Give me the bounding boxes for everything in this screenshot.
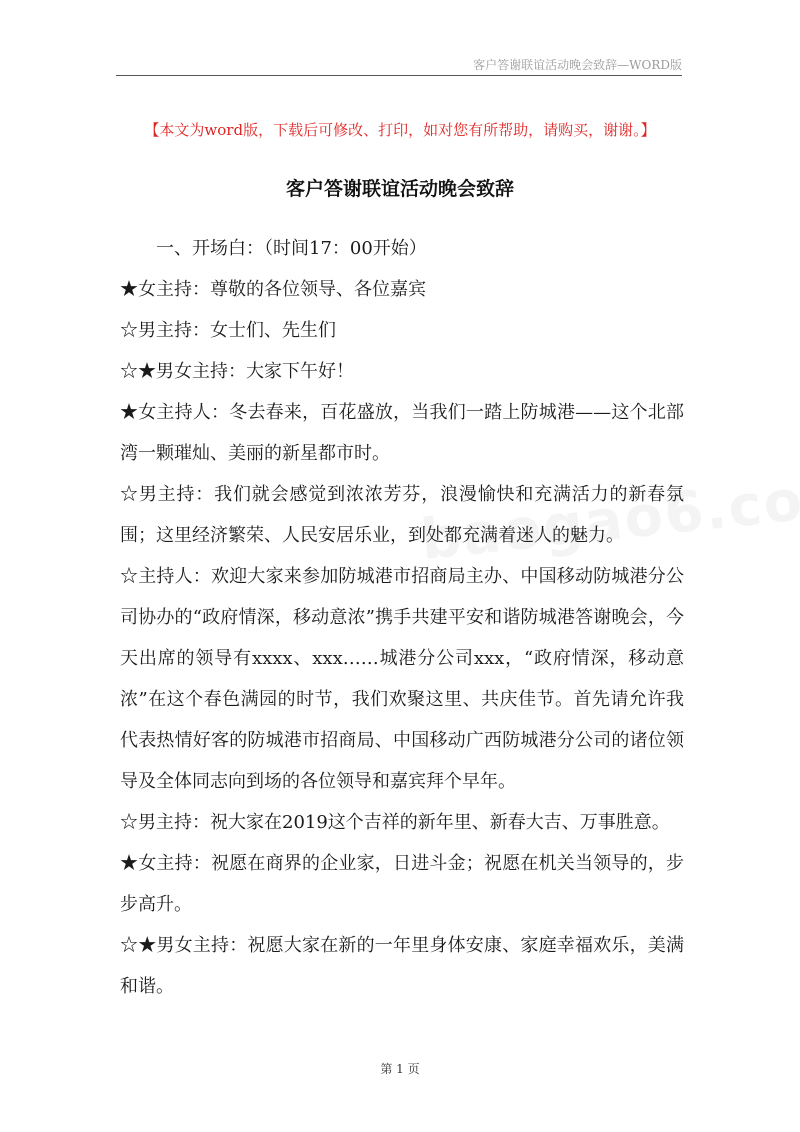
header-rule [116,75,682,76]
paragraph: ☆★男女主持：祝愿大家在新的一年里身体安康、家庭幸福欢乐，美满和谐。 [120,935,684,997]
document-title: 客户答谢联谊活动晚会致辞 [285,178,514,200]
paragraph: ★女主持：尊敬的各位领导、各位嘉宾 [120,279,426,300]
section-heading-opening: 一、开场白：（时间17：00开始） [156,238,427,259]
paragraph: ☆男主持：女士们、先生们 [120,320,336,341]
page-number: 第 1 页 [380,1062,420,1076]
paragraph: ☆主持人：欢迎大家来参加防城港市招商局主办、中国移动防城港分公司协办的“政府情深，移动意浓”携手共建平安和谐防城港答谢晚会，今天出席的领导有xxxx、xxx……城港分公司xxx，“政府情深，移动意浓”在这个春色满园的时节，我们欢聚这里、共庆佳节。首先请允许我代表热情好客的防城港市招商局、中国移动广西防城港分公司的诸位领导及全体同志向到场的各位领导和嘉宾拜个早年。 [120,566,684,792]
paragraph: ☆男主持：我们就会感觉到浓浓芳芬，浪漫愉快和充满活力的新春氛围；这里经济繁荣、人民安居乐业，到处都充满着迷人的魅力。 [120,484,684,546]
paragraph: ★女主持人：冬去春来，百花盛放，当我们一踏上防城港——这个北部湾一颗璀灿、美丽的新星都市时。 [120,402,684,464]
paragraph: ★女主持：祝愿在商界的企业家，日进斗金；祝愿在机关当领导的，步步高升。 [120,853,684,915]
paragraph: ☆★男女主持：大家下午好！ [120,361,354,382]
paragraph: ☆男主持：祝大家在2019这个吉祥的新年里、新春大吉、万事胜意。 [120,812,670,833]
word-version-notice: 【本文为word版，下载后可修改、打印，如对您有所帮助，请购买，谢谢。】 [144,121,656,139]
running-header: 客户答谢联谊活动晚会致辞—WORD版 [473,58,682,72]
document-body [120,228,684,1007]
